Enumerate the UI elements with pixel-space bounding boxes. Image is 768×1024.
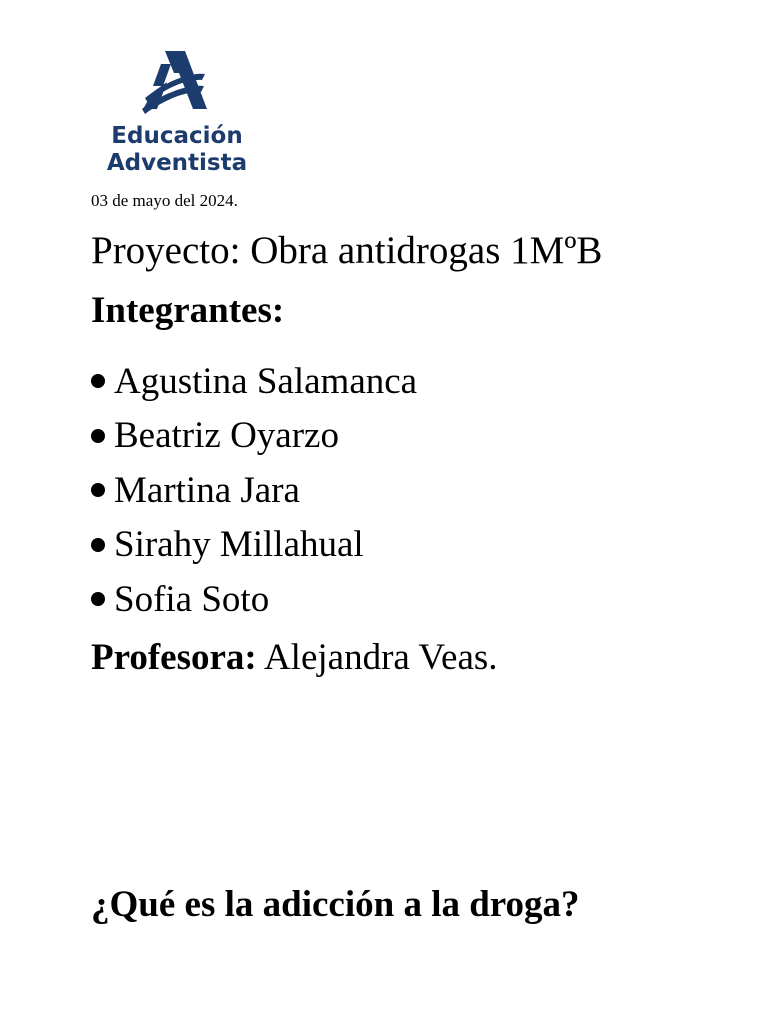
- project-title: Proyecto: Obra antidrogas 1MºB: [91, 229, 603, 272]
- bullet-icon: [91, 429, 105, 443]
- logo-text-line2: Adventista: [106, 150, 248, 176]
- bullet-icon: [91, 374, 105, 388]
- section-heading: ¿Qué es la adicción a la droga?: [91, 884, 580, 925]
- list-item: [91, 409, 417, 464]
- member-name: Agustina Salamanca: [114, 360, 418, 402]
- bullet-icon: [91, 592, 105, 606]
- list-item: [91, 354, 417, 409]
- bullet-icon: [91, 538, 105, 552]
- logo-text-line1: Educación: [111, 123, 243, 149]
- member-name: Martina Jara: [114, 469, 300, 511]
- member-name: Sofia Soto: [114, 578, 270, 620]
- members-list: [91, 354, 417, 627]
- members-heading: Integrantes:: [91, 290, 285, 331]
- list-item: [91, 518, 417, 573]
- list-item: [91, 463, 417, 518]
- list-item: [91, 572, 417, 627]
- teacher-label: Profesora:: [91, 637, 257, 678]
- teacher-name: Alejandra Veas.: [256, 637, 498, 678]
- educacion-adventista-logo: [93, 48, 261, 176]
- member-name: Sirahy Millahual: [114, 524, 364, 566]
- teacher-line: [91, 636, 498, 680]
- bullet-icon: [91, 483, 105, 497]
- document-date: 03 de mayo del 2024.: [91, 191, 238, 210]
- member-name: Beatriz Oyarzo: [114, 415, 339, 457]
